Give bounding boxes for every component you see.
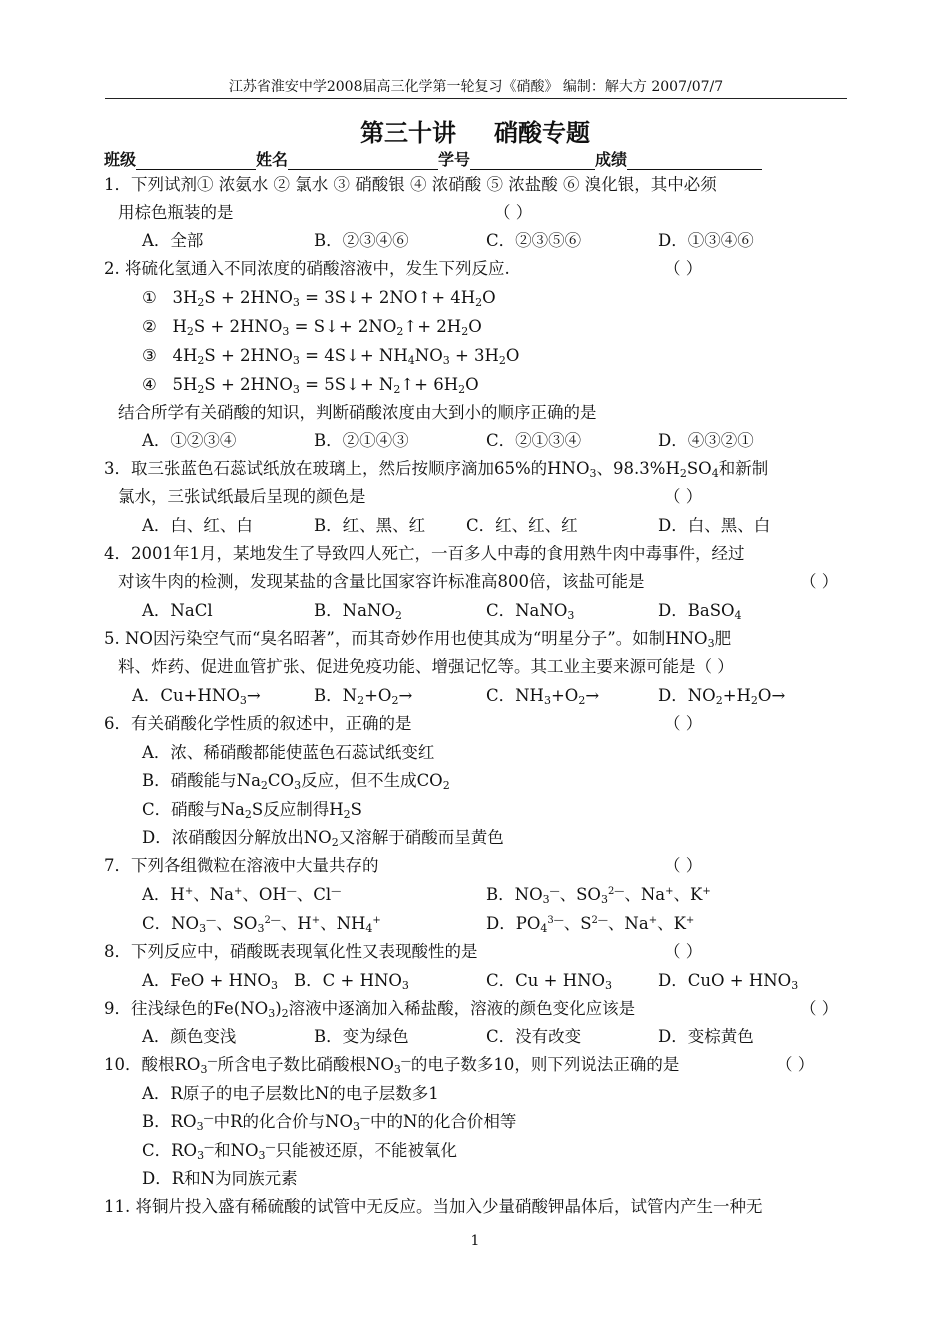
q7-answer-paren[interactable]: （ ） (664, 856, 703, 875)
q1-option-c: C．②③⑤⑥ (486, 231, 582, 250)
q6-option-d-part1: D．浓硝酸因分解放出NO (142, 828, 332, 847)
name-label: 姓名 (256, 150, 289, 169)
q2-reaction-1: ① $3H_2S + 2HNO_3$ = 3S↓+ 2NO↑+ $4H_2O$ (142, 288, 496, 309)
q8-option-a: A．FeO + $HNO_3$ (142, 971, 278, 992)
q8-option-a-text: A．FeO + HNO (142, 971, 271, 990)
q10-option-c-part2: 和NO (214, 1141, 259, 1160)
q2-stem: 2. 将硫化氢通入不同浓度的硝酸溶液中，发生下列反应. (104, 259, 510, 278)
q5-option-c-text: C．NH (486, 686, 544, 705)
q5-stem-line1: 5. NO因污染空气而“臭名昭著”，而其奇妙作用也使其成为“明星分子”。如制$HNO_3$肥 (104, 629, 732, 650)
q7-option-b-text: B．NO (486, 885, 543, 904)
q2-reaction-2: ② $H_2S + 2HNO_3$ = S↓+ $2NO_2↑+ 2H_2O$ (142, 317, 482, 338)
q2-r2-number: ② (142, 317, 157, 336)
q1-option-d: D．①③④⑥ (658, 231, 754, 250)
q2-reaction-4: ④ $5H_2S + 2HNO_3$ = 5S↓+ $N_2↑+ 6H_2O$ (142, 375, 479, 396)
q9-stem-part1: 9．往浅绿色的Fe(NO (104, 999, 269, 1018)
q10-option-c: C．$RO_3^—$和$NO_3^—$只能被还原，不能被氧化 (142, 1141, 458, 1162)
q6-option-c-part2: S反应制得H (251, 800, 344, 819)
q5-option-b-text: B．N (314, 686, 358, 705)
q4-answer-paren[interactable]: （ ） (800, 572, 839, 591)
q2-r3-number: ③ (142, 346, 157, 365)
q2-option-d: D．④③②① (658, 431, 754, 450)
q3-option-b: B．红、黑、红 (314, 516, 426, 535)
q1-option-a: A．全部 (142, 231, 204, 250)
q1-option-b: B．②③④⑥ (314, 231, 409, 250)
score-label: 成绩 (595, 150, 628, 169)
q7-option-d: D．$PO_4^{3—}$、$S^{2—}$、Na+、K+ (486, 914, 695, 935)
q6-option-b-part1: B．硝酸能与Na (142, 771, 261, 790)
q8-option-d-text: D．CuO + HNO (658, 971, 792, 990)
q4-option-c-text: C．NaNO (486, 601, 568, 620)
q2-option-a: A．①②③④ (142, 431, 237, 450)
q9-option-c: C．没有改变 (486, 1027, 582, 1046)
q4-option-b-text: B．NaNO (314, 601, 395, 620)
q8-option-c-text: C．Cu + HNO (486, 971, 606, 990)
q9-stem-part3: 溶液中逐滴加入稀盐酸，溶液的颜色变化应该是 (288, 999, 636, 1018)
lecture-title (0, 113, 950, 148)
q10-option-d: D．R和N为同族元素 (142, 1169, 298, 1188)
q2-answer-paren[interactable]: （ ） (664, 259, 703, 278)
q3-stem-part-c: SO (686, 459, 712, 478)
q7-option-c-text: C．NO (142, 914, 200, 933)
q9-answer-paren[interactable]: （ ） (800, 999, 839, 1018)
q3-stem-line2: 氯水，三张试纸最后呈现的颜色是 (118, 487, 366, 506)
student-info-row (104, 147, 762, 170)
q3-option-c: C．红、红、红 (466, 516, 578, 535)
q5-option-b: B．$N_2+O_2\to$ (314, 686, 413, 707)
q4-option-a: A．NaCl (142, 601, 213, 620)
q10-option-b: B．$RO_3^—$中R的化合价与$NO_3^—$中的N的化合价相等 (142, 1112, 517, 1133)
q4-option-b: B．NaNO$_2$ (314, 601, 402, 622)
page-number: 1 (470, 1233, 480, 1249)
q8-answer-paren[interactable]: （ ） (664, 942, 703, 961)
q9-option-a: A．颜色变浅 (142, 1027, 237, 1046)
q3-answer-paren[interactable]: （ ） (664, 487, 703, 506)
q10-stem-part2: 所含电子数比硝酸根NO (217, 1055, 394, 1074)
q5-option-c: C．$NH_3+O_2\to$ (486, 686, 600, 707)
q10-option-b-part2: 中R的化合价与NO (213, 1112, 353, 1131)
q6-option-b-part2: CO (267, 771, 295, 790)
q10-stem-part1: 10．酸根RO (104, 1055, 201, 1074)
q2-reaction-3: ③ $4H_2S + 2HNO_3$ = 4S↓+ $NH_4NO_3 + 3H_2O$ (142, 346, 520, 367)
score-blank[interactable] (627, 151, 762, 170)
q5-stem-part-a: 5. NO因污染空气而“臭名昭著”，而其奇妙作用也使其成为“明星分子”。如制HNO (104, 629, 708, 648)
q7-option-c: C．$NO_3^—$、$SO_3^{2—}$、H+、$NH_4^+$ (142, 914, 381, 935)
class-blank[interactable] (136, 151, 256, 170)
q4-option-d: D．BaSO$_4$ (658, 601, 742, 622)
page-header: 江苏省淮安中学2008届高三化学第一轮复习《硝酸》 编制：解大方 2007/07/7 (228, 79, 724, 95)
q7-option-b: B．$NO_3^—$、$SO_3^{2—}$、Na+、K+ (486, 885, 711, 906)
q7-option-a: A．H+、Na+、OH—、Cl— (142, 885, 342, 904)
q10-stem-part3: 的电子数多10，则下列说法正确的是 (410, 1055, 680, 1074)
q4-stem-line1: 4．2001年1月，某地发生了导致四人死亡，一百多人中毒的食用熟牛肉中毒事件，经过 (104, 544, 745, 563)
q11-stem: 11. 将铜片投入盛有稀硫酸的试管中无反应。当加入少量硝酸钾晶体后，试管内产生一种无 (104, 1197, 763, 1216)
q4-option-c: C．NaNO$_3$ (486, 601, 575, 622)
q1-stem-line1: 1．下列试剂① 浓氨水 ② 氯水 ③ 硝酸银 ④ 浓硝酸 ⑤ 浓盐酸 ⑥ 溴化银，其中必须 (104, 175, 717, 194)
q2-r4-number: ④ (142, 375, 157, 394)
q2-option-b: B．②①④③ (314, 431, 409, 450)
q2-stem-line2: 结合所学有关硝酸的知识，判断硝酸浓度由大到小的顺序正确的是 (118, 403, 597, 422)
q10-option-c-part3: 只能被还原，不能被氧化 (275, 1141, 458, 1160)
q8-option-c: C．$Cu + HNO_3$ (486, 971, 613, 992)
q8-option-b: B．$C + HNO_3$ (294, 971, 409, 992)
q10-option-b-part3: 中的N的化合价相等 (369, 1112, 517, 1131)
name-blank[interactable] (288, 151, 438, 170)
q3-stem-part-d: 和新制 (718, 459, 769, 478)
q1-stem-line2: 用棕色瓶装的是 (118, 203, 234, 222)
q4-option-d-text: D．BaSO (658, 601, 735, 620)
q5-option-d-text: D．NO (658, 686, 716, 705)
id-label: 学号 (438, 150, 471, 169)
q3-stem-part-b: 、98.3%H (596, 459, 680, 478)
q9-option-d: D．变棕黄色 (658, 1027, 754, 1046)
q6-option-d-part2: 又溶解于硝酸而呈黄色 (338, 828, 504, 847)
q10-option-c-part1: C．RO (142, 1141, 198, 1160)
q6-option-c: C．硝酸与$Na_2S$反应制得$H_2S$ (142, 800, 362, 821)
q5-option-d: D．$NO_2+H_2O\to$ (658, 686, 786, 707)
header-rule (105, 98, 847, 99)
q6-option-a: A．浓、稀硝酸都能使蓝色石蕊试纸变红 (142, 743, 435, 762)
q9-stem: 9．往浅绿色的$Fe(NO_3)_2$溶液中逐滴加入稀盐酸，溶液的颜色变化应该是 (104, 999, 636, 1020)
q2-option-c: C．②①③④ (486, 431, 582, 450)
q10-option-a: A．R原子的电子层数比N的电子层数多1 (142, 1084, 439, 1103)
title-part1: 第三十讲 (360, 119, 456, 147)
q5-option-a-text: A．Cu+HNO (132, 686, 240, 705)
q5-option-a: A．$Cu+HNO_3\to$ (132, 686, 261, 707)
q10-answer-paren[interactable]: （ ） (776, 1055, 815, 1074)
q6-option-b: B．硝酸能与$Na_2CO_3$反应，但不生成$CO_2$ (142, 771, 450, 792)
q7-option-a-text: A．H (142, 885, 185, 904)
q8-stem: 8．下列反应中，硝酸既表现氧化性又表现酸性的是 (104, 942, 478, 961)
q3-option-a: A．白、红、白 (142, 516, 253, 535)
q1-answer-paren[interactable]: （ ） (494, 203, 533, 222)
q2-r1-number: ① (142, 288, 157, 307)
q6-answer-paren[interactable]: （ ） (664, 714, 703, 733)
id-blank[interactable] (470, 151, 595, 170)
q4-stem-line2: 对该牛肉的检测，发现某盐的含量比国家容许标准高800倍，该盐可能是 (118, 572, 645, 591)
q3-stem-line1: 3．取三张蓝色石蕊试纸放在玻璃上，然后按顺序滴加65%的$HNO_3$、$98.3\%H_2SO_4$和新制 (104, 459, 769, 480)
q3-option-d: D．白、黑、白 (658, 516, 771, 535)
q8-option-d: D．CuO + $HNO_3$ (658, 971, 799, 992)
q6-option-d: D．浓硝酸因分解放出$NO_2$又溶解于硝酸而呈黄色 (142, 828, 504, 849)
title-part2: 硝酸专题 (494, 119, 590, 147)
q9-option-b: B．变为绿色 (314, 1027, 409, 1046)
q7-option-d-text: D．PO (486, 914, 541, 933)
q10-stem: 10．酸根$RO_3^—$所含电子数比硝酸根$NO_3^—$的电子数多10，则下列说法正确的是 (104, 1055, 680, 1076)
q6-option-c-part3: S (350, 800, 362, 819)
q6-stem: 6．有关硝酸化学性质的叙述中，正确的是 (104, 714, 412, 733)
q7-stem: 7．下列各组微粒在溶液中大量共存的 (104, 856, 379, 875)
q3-stem-part-a: 3．取三张蓝色石蕊试纸放在玻璃上，然后按顺序滴加65%的HNO (104, 459, 590, 478)
q6-option-b-part3: 反应，但不生成CO (301, 771, 443, 790)
q8-option-b-text: B．C + HNO (294, 971, 402, 990)
q10-option-b-part1: B．RO (142, 1112, 197, 1131)
q9-stem-part2: ) (275, 999, 282, 1018)
q5-stem-part-b: 肥 (714, 629, 732, 648)
q6-option-c-part1: C．硝酸与Na (142, 800, 245, 819)
class-label: 班级 (104, 150, 137, 169)
q5-stem-line2: 料、炸药、促进血管扩张、促进免疫功能、增强记忆等。其工业主要来源可能是（ ） (118, 657, 734, 676)
